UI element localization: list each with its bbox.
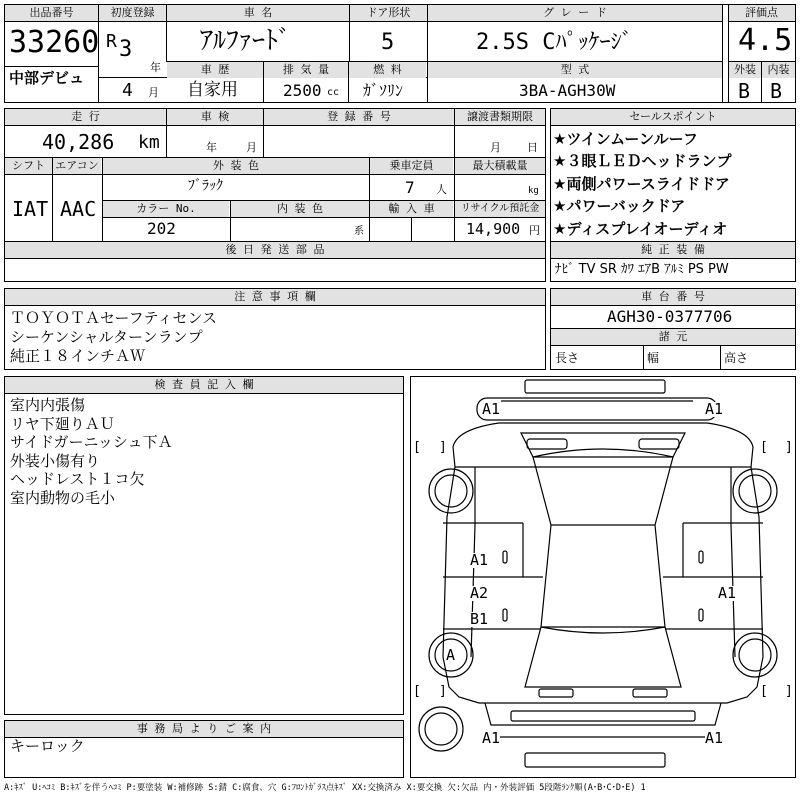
interior-grade: B [770, 79, 783, 103]
inspector-note: 外装小傷有り [10, 451, 101, 470]
car-name-header: 車 名 [167, 5, 349, 21]
mileage-value: 40,286 [42, 130, 115, 154]
history-header: 車 歴 [167, 62, 263, 78]
ext-color-header: 外 装 色 [103, 158, 369, 174]
recycle-unit: 円 [529, 224, 540, 237]
transfer-month-unit: 月 [490, 141, 501, 154]
chassis-header: 車 台 番 号 [551, 289, 795, 305]
color-no-header: カラー No. [103, 201, 229, 217]
max-load-header: 最大積載量 [455, 158, 545, 174]
grade-header: グ レ ー ド [428, 5, 722, 21]
inspector-note: ヘッドレスト１コ欠 [10, 470, 145, 488]
dim-height: 高さ [724, 351, 749, 365]
era: R [106, 31, 117, 52]
damage-left-rear-2: B1 [470, 610, 489, 628]
svg-text:[: [ [760, 684, 768, 699]
first-reg-header: 初度登録 [99, 5, 166, 21]
office-note: キーロック [10, 737, 85, 755]
sales-point: ★ディスプレイオーディオ [553, 219, 728, 238]
svg-text:]: ] [439, 440, 447, 455]
rear-bumper [485, 703, 721, 725]
sales-points-list [553, 128, 731, 240]
inspector-header: 検 査 員 記 入 欄 [5, 377, 403, 393]
later-parts-header: 後 日 発 送 部 品 [5, 242, 545, 258]
capacity-header: 乗車定員 [370, 158, 453, 174]
sales-point: ★パワーバックドア [553, 197, 686, 216]
displacement-header: 排 気 量 [264, 62, 348, 78]
rear-window [525, 627, 681, 687]
svg-text:[: [ [413, 684, 421, 699]
office-header: 事 務 局 よ り ご 案 内 [5, 721, 403, 737]
exterior-header: 外装 [729, 62, 761, 78]
sales-point: ★両側パワースライドドア [553, 174, 730, 193]
car-body-outline [443, 467, 763, 703]
aircon-value: AAC [60, 197, 97, 221]
insp-year-unit: 年 [206, 141, 217, 154]
svg-text:[: [ [760, 440, 768, 455]
displacement-unit: cc [327, 87, 340, 98]
lot-number: 33260 [9, 25, 100, 60]
mileage-unit: km [138, 132, 160, 153]
lot-no-header: 出品番号 [5, 5, 98, 21]
front-bumper-strip [525, 380, 665, 393]
inspector-note: 室内内張傷 [10, 396, 86, 414]
sales-points-header: セールスポイント [551, 109, 795, 125]
debut-label: 中部デビュ [9, 69, 85, 87]
doors-header: ドア形状 [350, 5, 427, 21]
damage-left-rear: A2 [470, 584, 489, 602]
insp-month-unit: 月 [246, 141, 257, 154]
dim-length: 長さ [555, 351, 580, 365]
color-no-value: 202 [147, 219, 176, 238]
fuel-header: 燃 料 [349, 62, 426, 78]
transfer-day-unit: 日 [527, 141, 538, 154]
damage-front-left: A1 [482, 400, 501, 418]
capacity-unit: 人 [436, 183, 447, 196]
car-diagram [411, 377, 795, 777]
interior-header: 内装 [762, 62, 795, 78]
fuel-value: ｶﾞｿﾘﾝ [363, 81, 404, 100]
inspector-note: サイドガーニッシュ下Ａ [10, 433, 173, 451]
load-unit: kg [528, 186, 539, 196]
shift-value: IAT [12, 197, 49, 221]
chassis-number: AGH30-0377706 [607, 307, 733, 326]
std-equipment: ﾅﾋﾞ TV SR ｶﾜ ｴｱB ｱﾙﾐ PS PW [555, 262, 729, 277]
svg-text:]: ] [785, 440, 793, 455]
windshield [521, 433, 685, 457]
shift-header: シフト [5, 158, 52, 174]
damage-left-mid: A1 [470, 551, 489, 569]
recycle-header: リサイクル預託金 [455, 201, 545, 217]
notices-header: 注 意 事 項 欄 [5, 289, 545, 305]
svg-text:[: [ [413, 440, 421, 455]
rear-bumper-strip [525, 753, 665, 767]
import-header: 輸 入 車 [370, 201, 453, 217]
notice-line: ＴＯＹＯＴＡセーフティセンス [10, 309, 218, 327]
notices-list [10, 309, 217, 366]
notice-line: 純正１８インチＡＷ [10, 347, 146, 365]
damage-rear-left-wheel: A [446, 646, 456, 664]
reg-year: 3 [119, 37, 133, 62]
sales-point: ★ツインムーンルーフ [553, 130, 698, 148]
hood [453, 423, 753, 447]
damage-legend: A:ｷｽﾞ U:ﾍｺﾐ B:ｷｽﾞを伴うﾍｺﾐ P:要塗装 W:補修跡 S:錆 C:腐食、穴 G:ﾌﾛﾝﾄｶﾞﾗｽ点ｷｽﾞ XX:交換済み X:要交換 欠:欠品 内・外装評価 5段階ﾗﾝｸ順(A･B･C･D･E) 1 [4, 783, 646, 793]
damage-back-left: A1 [482, 729, 501, 747]
displacement-value: 2500 [283, 81, 322, 100]
mileage-header: 走 行 [5, 109, 166, 125]
notice-line: シーケンシャルターンランプ [10, 328, 203, 346]
std-equip-header: 純 正 装 備 [551, 242, 795, 258]
car-name: ｱﾙﾌｧｰﾄﾞ [200, 26, 292, 56]
plate-header: 登 録 番 号 [264, 109, 454, 125]
dim-width: 幅 [647, 351, 660, 365]
inspector-notes [10, 396, 173, 507]
sales-point: ★３眼ＬＥＤヘッドランプ [553, 152, 732, 171]
svg-text:]: ] [785, 684, 793, 699]
ext-color-value: ﾌﾞﾗｯｸ [188, 178, 223, 194]
inspector-note: リヤ下廻りＡＵ [10, 414, 115, 433]
int-color-header: 内 装 色 [231, 201, 369, 217]
int-color-suffix: 系 [354, 226, 364, 237]
exterior-grade: B [738, 79, 751, 103]
roof [533, 449, 673, 525]
damage-back-right: A1 [705, 729, 724, 747]
inspection-header: 車 検 [167, 109, 263, 125]
month-unit: 月 [148, 86, 159, 99]
capacity-value: 7 [405, 178, 415, 197]
inspector-note: 室内動物の毛小 [10, 488, 116, 507]
damage-right-rear: A1 [718, 584, 737, 602]
svg-text:]: ] [439, 684, 447, 699]
vehicle-history: 自家用 [187, 80, 238, 100]
grade-value: 2.5S Cﾊﾟｯｹｰｼﾞ [476, 30, 633, 55]
score-value: 4.5 [738, 23, 793, 58]
doors-value: 5 [381, 30, 395, 55]
reg-month: 4 [122, 80, 133, 101]
recycle-value: 14,900 [466, 220, 521, 238]
damage-front-right: A1 [705, 400, 724, 418]
score-header: 評価点 [728, 5, 795, 21]
model-type: 3BA-AGH30W [519, 81, 616, 100]
year-unit: 年 [150, 61, 161, 74]
model-type-header: 型 式 [428, 62, 722, 78]
transfer-header: 譲渡書類期限 [455, 109, 545, 125]
aircon-header: エアコン [53, 158, 101, 174]
dimensions-header: 諸 元 [551, 329, 795, 345]
